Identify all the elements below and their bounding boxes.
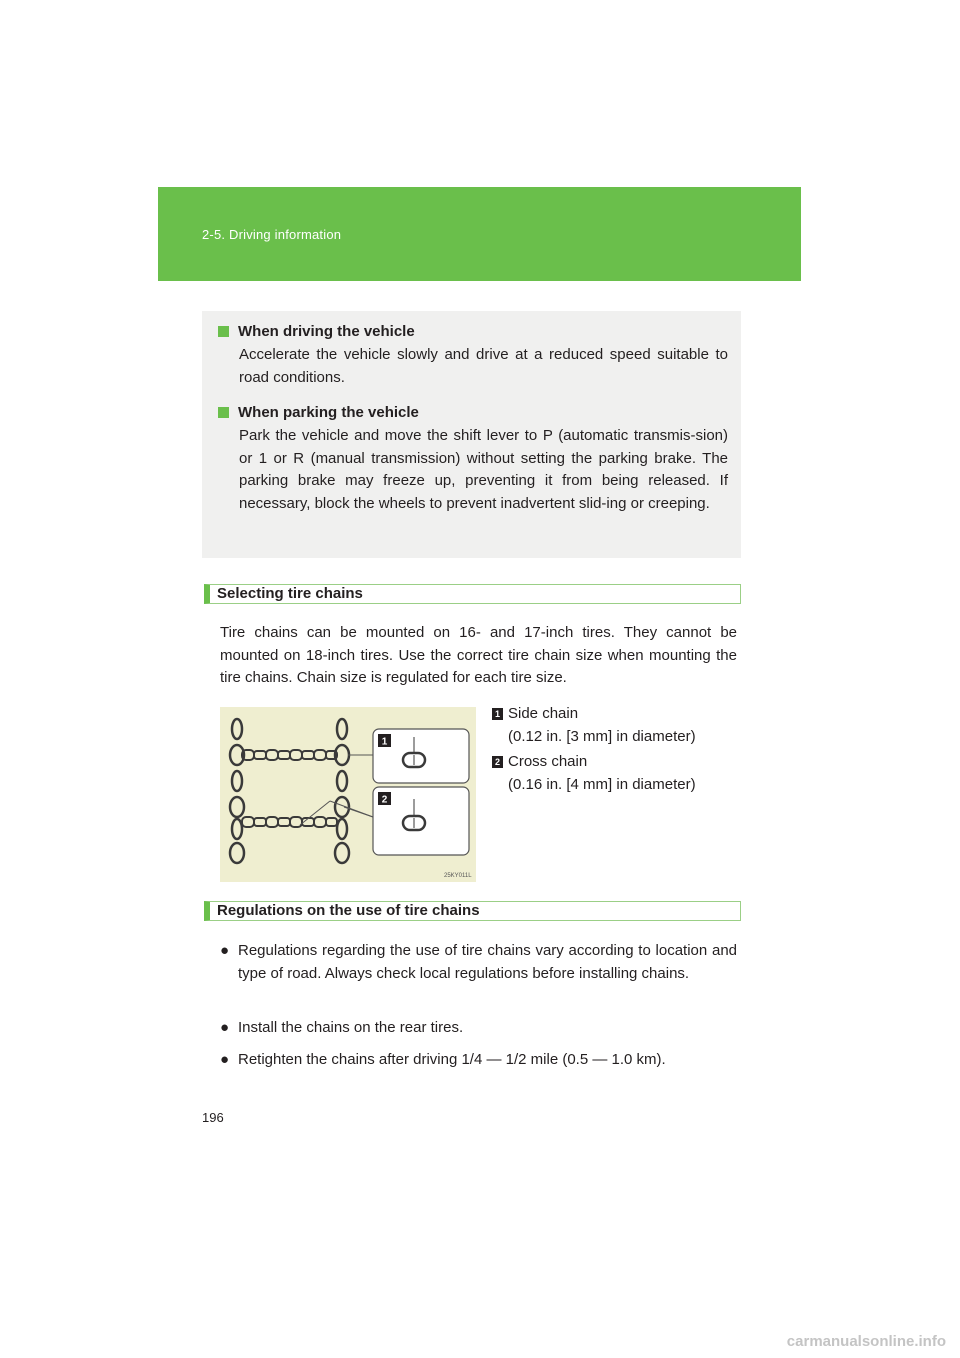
list-item-text: Regulations regarding the use of tire chains vary according to location and type of road. Always check local regulations before installing chains.: [238, 942, 737, 982]
list-item-text: Install the chains on the rear tires.: [238, 1019, 464, 1036]
list-item: [220, 1017, 737, 1040]
legend-detail: (0.16 in. [4 mm] in diameter): [508, 775, 696, 793]
square-bullet-icon: [218, 326, 229, 337]
info-box: [202, 311, 741, 558]
info-item-parking: [218, 404, 728, 516]
bullet-icon: ●: [220, 942, 230, 959]
section-title: Selecting tire chains: [217, 585, 363, 602]
callout-number-2: 2: [381, 794, 388, 806]
page-number: 196: [202, 1110, 224, 1125]
right-side-chain: [335, 719, 349, 863]
legend-badge-2: 2: [492, 756, 503, 768]
legend-detail: (0.12 in. [3 mm] in diameter): [508, 727, 696, 745]
callout-number-1: 1: [381, 736, 388, 748]
illustration-code: 25KY011L: [444, 873, 472, 879]
lower-cross-chain: [242, 817, 337, 827]
bullet-icon: ●: [220, 1051, 230, 1068]
legend-name: Side chain: [508, 705, 579, 722]
bullet-icon: ●: [220, 1019, 230, 1036]
watermark-link[interactable]: carmanualsonline.info: [786, 1333, 946, 1350]
legend-item-2: [492, 751, 742, 796]
chapter-title: 2-5. Driving information: [202, 227, 342, 242]
section-title: Regulations on the use of tire chains: [217, 902, 480, 919]
page-header: [158, 187, 801, 281]
left-side-chain: [230, 719, 244, 863]
upper-cross-chain: [242, 750, 337, 760]
info-text: Park the vehicle and move the shift lever to P (automatic transmis-sion) or 1 or R (manual transmission) without setting the parking brake. The parking brake may freeze up, preventing it from being released. If necessary, block the wheels to prevent inadvertent slid-ing or creeping.: [239, 427, 728, 513]
info-text: Accelerate the vehicle slowly and drive at a reduced speed suitable to road conditions.: [239, 346, 728, 386]
section-paragraph: Tire chains can be mounted on 16- and 17-inch tires. They cannot be mounted on 18-inch tires. Use the correct tire chain size when mounting the tire chains. Chain size is regulated for each tire size.: [220, 624, 737, 687]
list-item-text: Retighten the chains after driving 1/4 — 1/2 mile (0.5 — 1.0 km).: [238, 1051, 666, 1068]
section-header-regulations: [204, 901, 741, 921]
legend-name: Cross chain: [508, 753, 588, 770]
legend-badge-1: 1: [492, 708, 503, 720]
tire-chain-illustration: [220, 707, 476, 882]
info-heading: When driving the vehicle: [218, 323, 728, 340]
info-heading: When parking the vehicle: [218, 404, 728, 421]
chain-diagram-svg: [220, 707, 476, 882]
list-item: [220, 1049, 737, 1072]
legend-item-1: [492, 703, 742, 748]
square-bullet-icon: [218, 407, 229, 418]
section-header-tire-chains: [204, 584, 741, 604]
info-item-driving: [218, 323, 728, 389]
list-item: [220, 940, 737, 985]
